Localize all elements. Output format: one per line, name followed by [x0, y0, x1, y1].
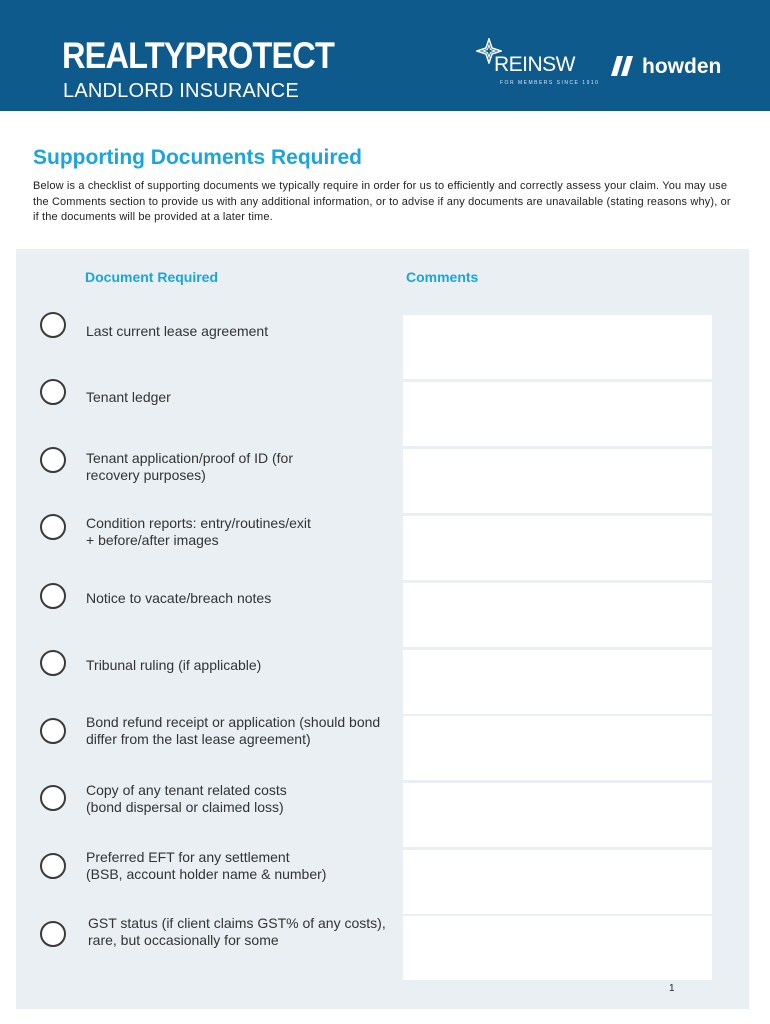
checkbox-circle[interactable]: [40, 379, 66, 405]
reinsw-tagline: FOR MEMBERS SINCE 1910: [500, 80, 600, 86]
header-banner: [0, 0, 770, 111]
comment-field[interactable]: [403, 716, 712, 780]
comment-field[interactable]: [403, 382, 712, 446]
checkbox-circle[interactable]: [40, 650, 66, 676]
document-label: Condition reports: entry/routines/exit + before/after images: [86, 515, 311, 548]
comment-field[interactable]: [403, 783, 712, 847]
howden-logo: [611, 54, 731, 82]
checkbox-circle[interactable]: [40, 312, 66, 338]
brand-title: REALTYPROTECT: [62, 35, 334, 76]
reinsw-wordmark: REINSW: [494, 53, 575, 76]
column-header-comments: Comments: [406, 269, 479, 285]
document-label: Tenant ledger: [86, 389, 171, 405]
checklist-row: [0, 382, 770, 448]
column-header-document: Document Required: [85, 269, 219, 285]
document-label: Bond refund receipt or application (should bond differ from the last lease agreement): [86, 714, 381, 747]
checkbox-circle[interactable]: [40, 583, 66, 609]
comment-field[interactable]: [403, 516, 712, 580]
checkbox-circle[interactable]: [40, 853, 66, 879]
comment-field[interactable]: [403, 449, 712, 513]
brand-subtitle: LANDLORD INSURANCE: [63, 80, 299, 102]
page-number: 1: [669, 983, 675, 994]
comment-field[interactable]: [403, 850, 712, 914]
comment-field[interactable]: [403, 650, 712, 714]
checklist-row: [0, 650, 770, 716]
document-label: GST status (if client claims GST% of any costs), rare, but occasionally for some: [88, 915, 386, 948]
checkbox-circle[interactable]: [40, 718, 66, 744]
checkbox-circle[interactable]: [40, 514, 66, 540]
checklist-row: [0, 315, 770, 381]
howden-wordmark: howden: [642, 55, 722, 78]
intro-paragraph: Below is a checklist of supporting documents we typically require in order for us to efficiently and correctly assess your claim. You may use the Comments section to provide us with any additional information, or to advise if any documents are unavailable (stating reasons why), or if the documents will be provided at a later time.: [33, 180, 731, 223]
document-label: Last current lease agreement: [86, 323, 269, 339]
checklist-row: [0, 916, 770, 982]
page-title: Supporting Documents Required: [33, 146, 363, 169]
document-label: Notice to vacate/breach notes: [86, 590, 272, 606]
checkbox-circle[interactable]: [40, 785, 66, 811]
checkbox-circle[interactable]: [40, 447, 66, 473]
checklist-row: [0, 850, 770, 916]
comment-field[interactable]: [403, 315, 712, 379]
document-label: Tribunal ruling (if applicable): [86, 657, 262, 673]
howden-slash-icon: [611, 56, 639, 76]
document-label: Copy of any tenant related costs (bond dispersal or claimed loss): [86, 782, 287, 815]
checklist-row: [0, 583, 770, 649]
document-label: Preferred EFT for any settlement (BSB, account holder name & number): [86, 849, 327, 882]
checklist-row: [0, 516, 770, 582]
checklist-row: [0, 716, 770, 782]
checklist-row: [0, 783, 770, 849]
checklist-row: [0, 449, 770, 515]
comment-field[interactable]: [403, 916, 712, 980]
reinsw-logo: [476, 38, 600, 86]
comment-field[interactable]: [403, 583, 712, 647]
checkbox-circle[interactable]: [40, 921, 66, 947]
document-label: Tenant application/proof of ID (for recovery purposes): [86, 450, 294, 483]
